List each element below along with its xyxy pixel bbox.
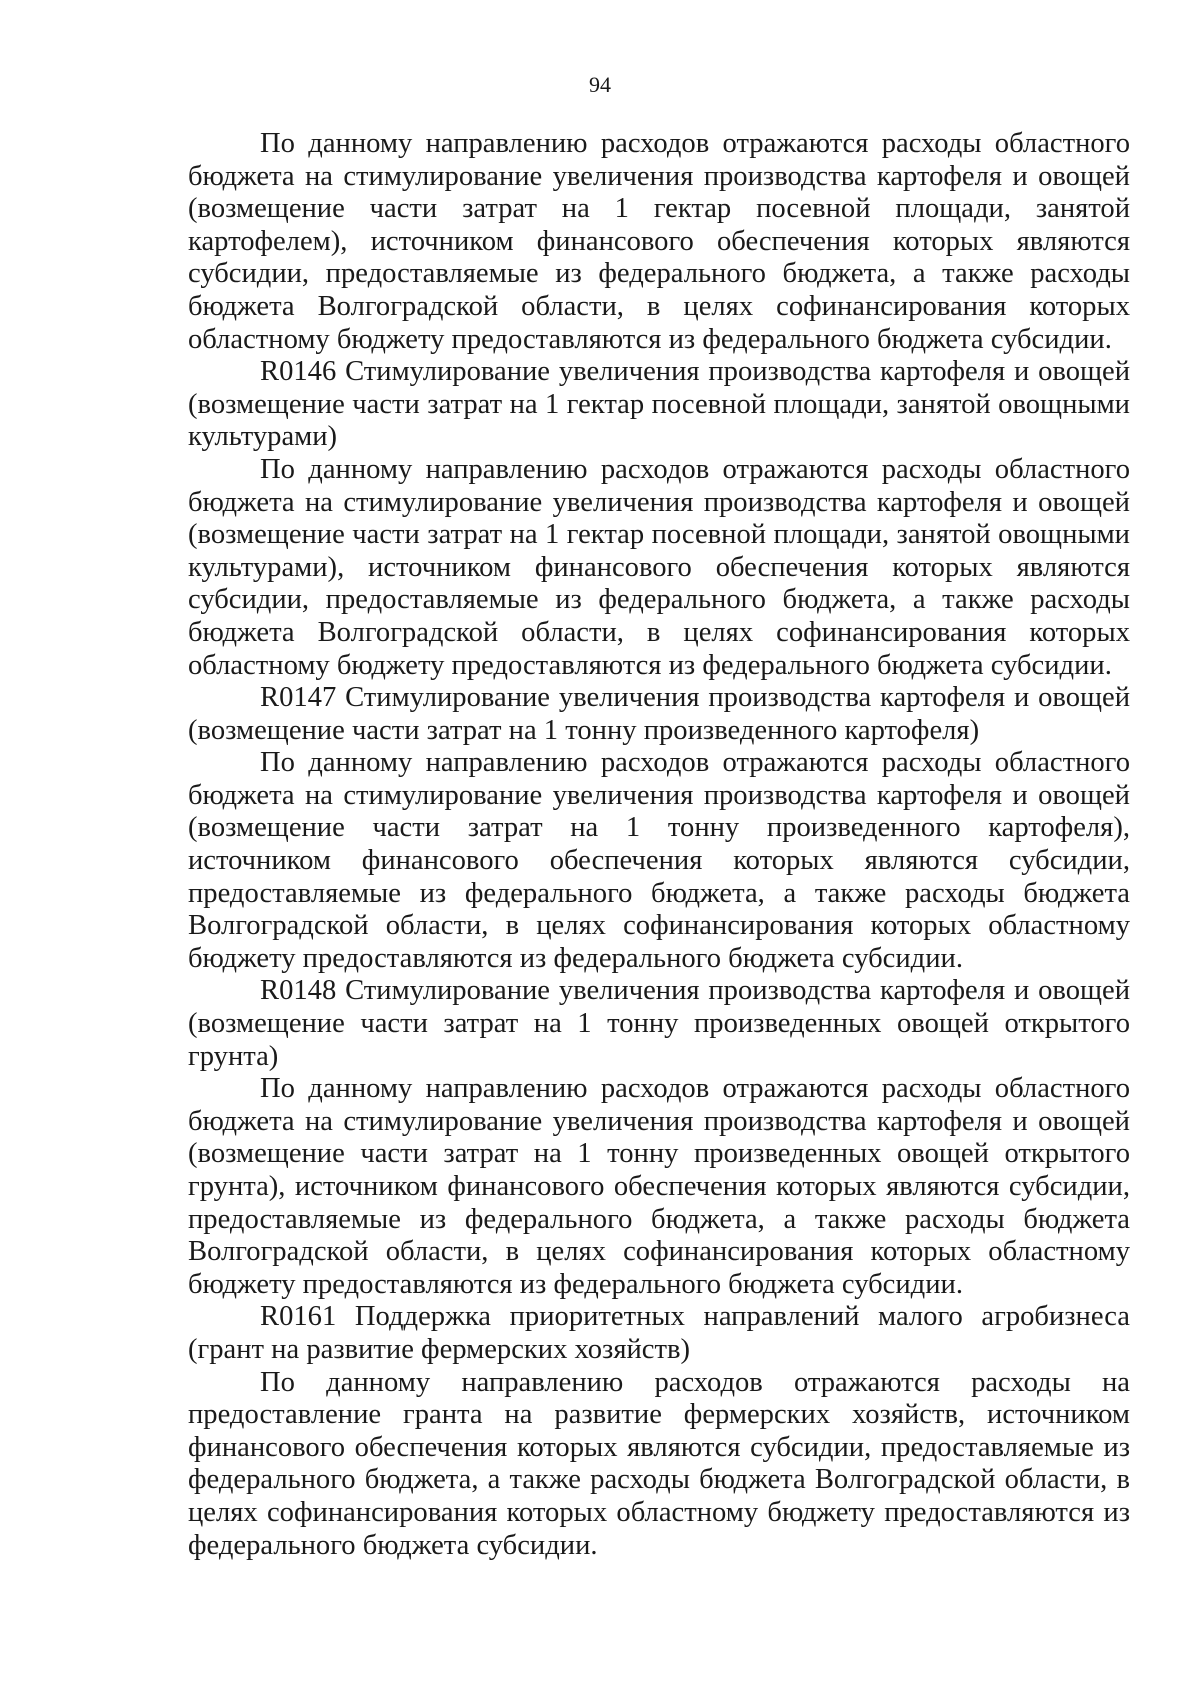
document-body [188, 128, 1130, 1562]
paragraph-r0161-description: По данному направлению расходов отражаются расходы на предоставление гранта на развитие фермерских хозяйств, источником финансового обеспечения которых являются субсидии, предоставляемые из федерального бюджета, а также расходы бюджета Волгоградской области, в целях софинансирования которых областному бюджету предоставляются из федерального бюджета субсидии. [188, 1366, 1130, 1561]
heading-r0148: R0148 Стимулирование увеличения производства картофеля и овощей (возмещение части затрат на 1 тонну произведенных овощей открытого грунта) [188, 975, 1130, 1072]
paragraph-r0146-description: По данному направлению расходов отражаются расходы областного бюджета на стимулирование увеличения производства картофеля и овощей (возмещение части затрат на 1 гектар посевной площади, занятой овощными культурами), источником финансового обеспечения которых являются субсидии, предоставляемые из федерального бюджета, а также расходы бюджета Волгоградской области, в целях софинансирования которых областному бюджету предоставляются из федерального бюджета субсидии. [188, 453, 1130, 681]
heading-r0161: R0161 Поддержка приоритетных направлений малого агробизнеса (грант на развитие фермерских хозяйств) [188, 1301, 1130, 1365]
heading-r0147: R0147 Стимулирование увеличения производства картофеля и овощей (возмещение части затрат на 1 тонну произведенного картофеля) [188, 682, 1130, 746]
paragraph-r0147-description: По данному направлению расходов отражаются расходы областного бюджета на стимулирование увеличения производства картофеля и овощей (возмещение части затрат на 1 тонну произведенного картофеля), источником финансового обеспечения которых являются субсидии, предоставляемые из федерального бюджета, а также расходы бюджета Волгоградской области, в целях софинансирования которых областному бюджету предоставляются из федерального бюджета субсидии. [188, 747, 1130, 974]
page-number: 94 [589, 72, 611, 97]
heading-r0146: R0146 Стимулирование увеличения производства картофеля и овощей (возмещение части затрат на 1 гектар посевной площади, занятой овощными культурами) [188, 356, 1130, 453]
paragraph-r0148-description: По данному направлению расходов отражаются расходы областного бюджета на стимулирование увеличения производства картофеля и овощей (возмещение части затрат на 1 тонну произведенных овощей открытого грунта), источником финансового обеспечения которых являются субсидии, предоставляемые из федерального бюджета, а также расходы бюджета Волгоградской области, в целях софинансирования которых областному бюджету предоставляются из федерального бюджета субсидии. [188, 1073, 1130, 1300]
paragraph-r0145-description: По данному направлению расходов отражаются расходы областного бюджета на стимулирование увеличения производства картофеля и овощей (возмещение части затрат на 1 гектар посевной площади, занятой картофелем), источником финансового обеспечения которых являются субсидии, предоставляемые из федерального бюджета, а также расходы бюджета Волгоградской области, в целях софинансирования которых областному бюджету предоставляются из федерального бюджета субсидии. [188, 128, 1130, 355]
